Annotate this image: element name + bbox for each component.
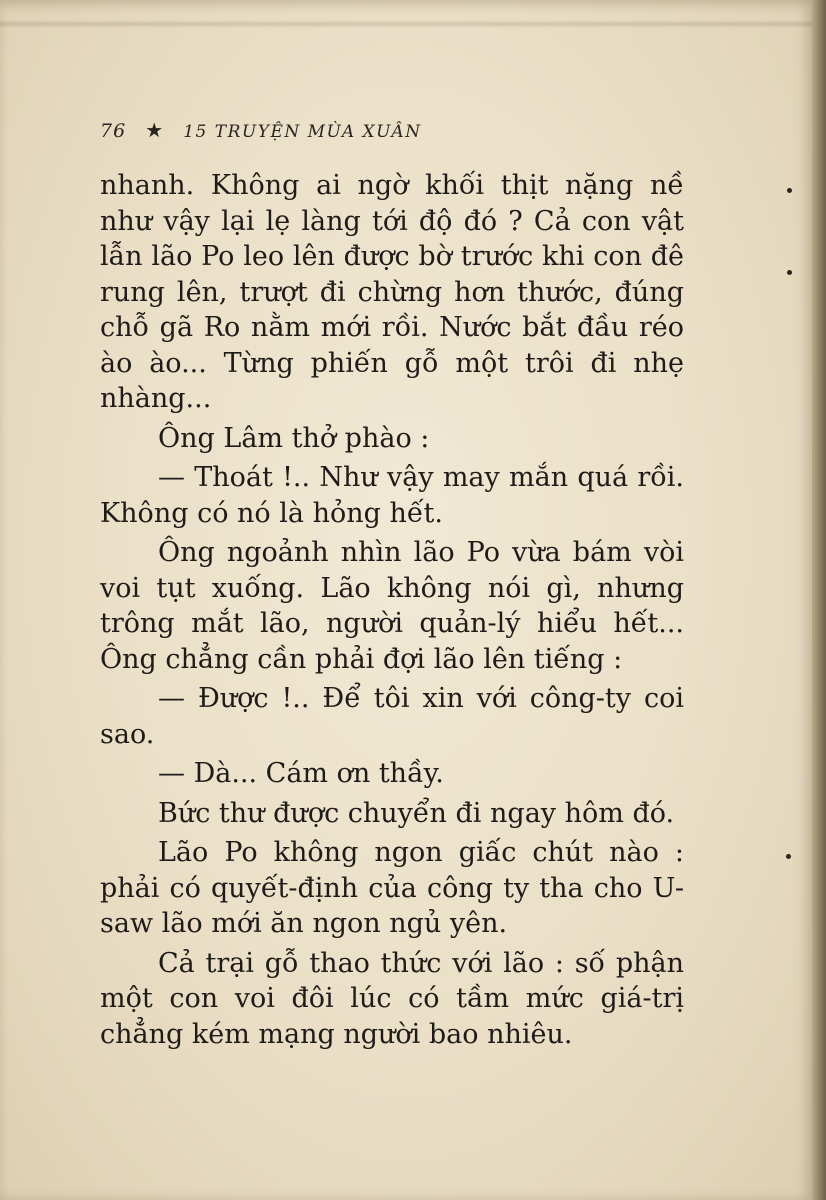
paragraph-continued: nhanh. Không ai ngờ khối thịt nặng nề như vậy lại lẹ làng tới độ đó ? Cả con vật lẫn lão Po leo lên được bờ trước khi con đê rung lên, trượt đi chừng hơn thước, đúng chỗ gã Ro nằm mới rồi. Nước bắt đầu réo ào ào... Từng phiến gỗ một trôi đi nhẹ nhàng...	[100, 170, 684, 414]
binding-hole	[787, 270, 792, 275]
page-number: 76	[100, 120, 127, 142]
paragraph: Lão Po không ngon giấc chút nào : phải có quyết-định của công ty tha cho U-saw lão mới ăn ngon ngủ yên.	[100, 837, 684, 939]
binding-hole	[786, 854, 791, 859]
star-separator-icon: ★	[145, 118, 165, 142]
dialogue-line: — Được !.. Để tôi xin với công-ty coi sao.	[100, 683, 684, 750]
body-text	[100, 168, 684, 1052]
paragraph: Bức thư được chuyển đi ngay hôm đó.	[158, 797, 675, 829]
paragraph: Ông Lâm thở phào :	[158, 422, 430, 454]
paragraph: Ông ngoảnh nhìn lão Po vừa bám vòi voi tụt xuống. Lão không nói gì, nhưng trông mắt lão, người quản-lý hiểu hết... Ông chẳng cần phải đợi lão lên tiếng :	[100, 537, 684, 675]
page-edge	[812, 0, 826, 1200]
running-header	[100, 118, 422, 142]
binding-hole	[787, 188, 792, 193]
dialogue-line: — Thoát !.. Như vậy may mắn quá rồi. Không có nó là hỏng hết.	[100, 462, 684, 529]
book-title: 15 TRUYỆN MÙA XUÂN	[183, 122, 422, 142]
dialogue-line: — Dà... Cám ơn thầy.	[158, 758, 444, 789]
paragraph: Cả trại gỗ thao thức với lão : số phận một con voi đôi lúc có tầm mức giá-trị chẳng kém mạng người bao nhiêu.	[100, 947, 684, 1050]
page-crease	[0, 20, 812, 28]
